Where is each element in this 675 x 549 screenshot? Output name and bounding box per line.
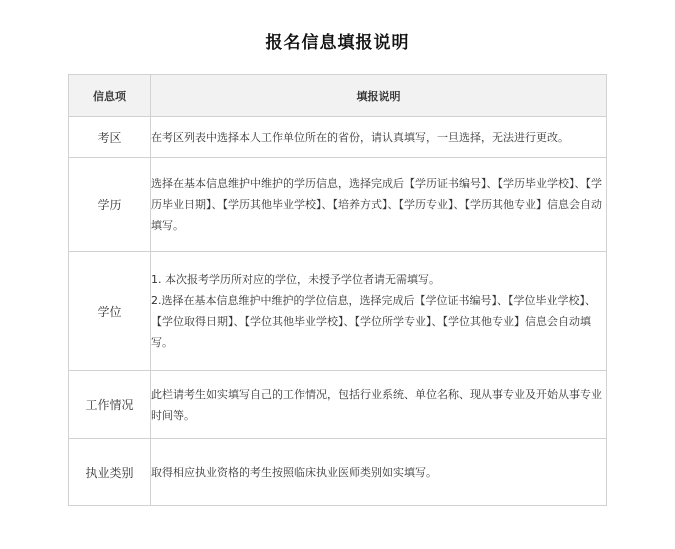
- row-desc-work: [151, 371, 607, 439]
- desc-line: 2.选择在基本信息维护中维护的学位信息，选择完成后【学位证书编号】、【学位毕业学校】、【学位取得日期】、【学位其他毕业学校】、【学位所学专业】、【学位其他专业】信息会自动填写。: [151, 294, 596, 349]
- row-desc-degree: [151, 252, 607, 371]
- row-label-education: 学历: [69, 158, 151, 252]
- table-row: [69, 439, 607, 506]
- desc-line: 选择在基本信息维护中维护的学历信息，选择完成后【学历证书编号】、【学历毕业学校】、【学历毕业日期】、【学历其他毕业学校】、【培养方式】、【学历专业】、【学历其他专业】信息会自动填写。: [151, 177, 602, 232]
- info-table: [68, 74, 607, 506]
- desc-line: 此栏请考生如实填写自己的工作情况，包括行业系统、单位名称、现从事专业及开始从事专业时间等。: [151, 387, 602, 422]
- table-header: [69, 75, 607, 117]
- header-description: 填报说明: [151, 75, 607, 117]
- row-desc-practice-category: [151, 439, 607, 506]
- desc-line: 在考区列表中选择本人工作单位所在的省份，请认真填写，一旦选择，无法进行更改。: [151, 130, 569, 144]
- row-label-exam-area: 考区: [69, 117, 151, 158]
- row-label-degree: 学位: [69, 252, 151, 371]
- row-desc-education: [151, 158, 607, 252]
- table-row: [69, 252, 607, 371]
- row-label-work: 工作情况: [69, 371, 151, 439]
- table-row: [69, 117, 607, 158]
- row-desc-exam-area: [151, 117, 607, 158]
- header-item: 信息项: [69, 75, 151, 117]
- desc-line: 取得相应执业资格的考生按照临床执业医师类别如实填写。: [151, 465, 437, 479]
- table-row: [69, 371, 607, 439]
- row-label-practice-category: 执业类别: [69, 439, 151, 506]
- table-row: [69, 158, 607, 252]
- page-title: 报名信息填报说明: [265, 33, 410, 53]
- table-body: [69, 117, 607, 506]
- desc-line: 1. 本次报考学历所对应的学位，未授予学位者请无需填写。: [151, 273, 440, 286]
- table-header-row: [69, 75, 607, 117]
